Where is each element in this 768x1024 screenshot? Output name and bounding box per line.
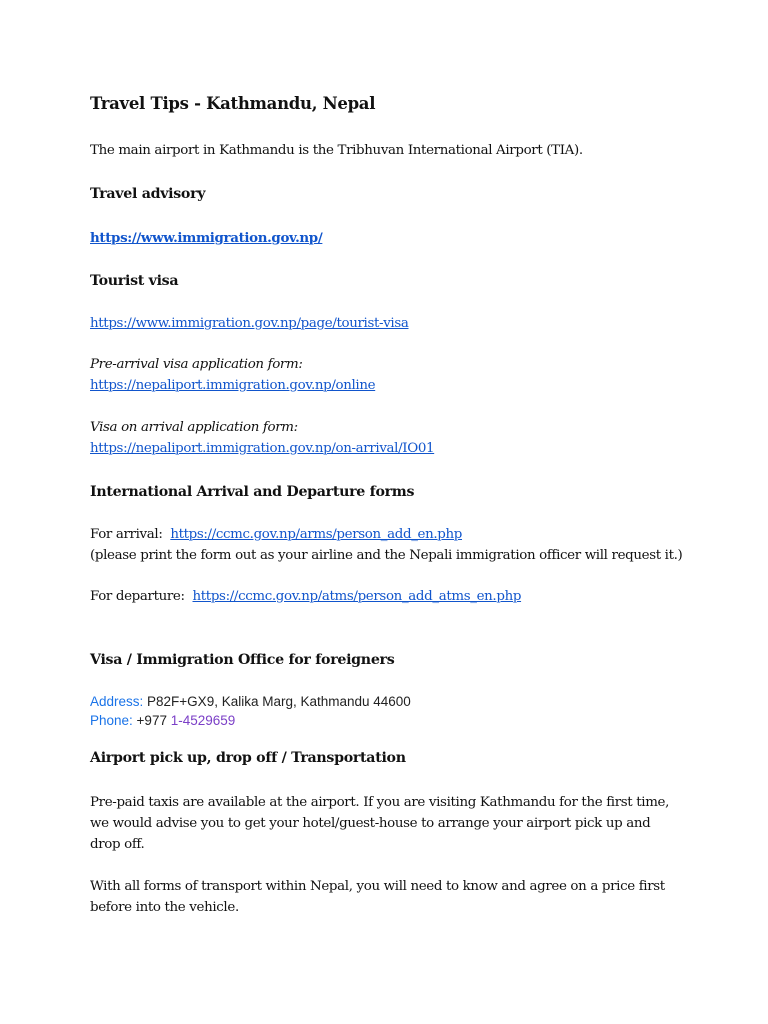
transport-para1-line: we would advise you to get your hotel/guest-house to arrange your airport pick up and bbox=[90, 816, 651, 831]
phone-label: Phone: bbox=[90, 713, 133, 728]
on-arrival-line bbox=[90, 440, 434, 458]
arrival-form-label: For arrival: bbox=[90, 527, 171, 542]
address-label: Address: bbox=[90, 694, 144, 709]
tourist-visa-line bbox=[90, 315, 409, 333]
tourist-visa-link[interactable]: https://www.immigration.gov.np/page/tourist-visa bbox=[90, 316, 409, 331]
transport-para1-line: drop off. bbox=[90, 837, 145, 852]
pre-arrival-label: Pre-arrival visa application form: bbox=[90, 357, 303, 372]
arrival-form-note: (please print the form out as your airline and the Nepali immigration officer will request it.) bbox=[90, 548, 683, 563]
intro-paragraph: The main airport in Kathmandu is the Tribhuvan International Airport (TIA). bbox=[90, 143, 583, 158]
departure-form-label: For departure: bbox=[90, 589, 193, 604]
transport-para1-line: Pre-paid taxis are available at the airport. If you are visiting Kathmandu for the first time, bbox=[90, 795, 670, 810]
travel-advisory-heading: Travel advisory bbox=[90, 186, 206, 202]
tourist-visa-heading: Tourist visa bbox=[90, 273, 179, 289]
transport-para2-line: With all forms of transport within Nepal, you will need to know and agree on a price first bbox=[90, 879, 665, 894]
office-address bbox=[90, 693, 411, 711]
office-heading: Visa / Immigration Office for foreigners bbox=[90, 652, 395, 668]
forms-heading: International Arrival and Departure forms bbox=[90, 484, 415, 500]
on-arrival-label: Visa on arrival application form: bbox=[90, 420, 298, 435]
page-title: Travel Tips - Kathmandu, Nepal bbox=[90, 94, 376, 113]
office-phone bbox=[90, 712, 235, 730]
transport-para2-line: before into the vehicle. bbox=[90, 900, 239, 915]
address-value: P82F+GX9, Kalika Marg, Kathmandu 44600 bbox=[143, 694, 411, 709]
arrival-form-link[interactable]: https://ccmc.gov.np/arms/person_add_en.php bbox=[170, 527, 463, 542]
transport-heading: Airport pick up, drop off / Transportation bbox=[90, 750, 406, 766]
phone-prefix: +977 bbox=[132, 713, 171, 728]
departure-form-link[interactable]: https://ccmc.gov.np/atms/person_add_atms_en.php bbox=[192, 589, 522, 604]
travel-advisory-link[interactable]: https://www.immigration.gov.np/ bbox=[90, 230, 323, 246]
arrival-form-line bbox=[90, 526, 462, 544]
pre-arrival-link[interactable]: https://nepaliport.immigration.gov.np/online bbox=[90, 378, 376, 393]
on-arrival-link[interactable]: https://nepaliport.immigration.gov.np/on-arrival/IO01 bbox=[90, 441, 435, 456]
pre-arrival-line bbox=[90, 377, 375, 395]
travel-advisory-line bbox=[90, 229, 322, 248]
departure-form-line bbox=[90, 588, 521, 606]
phone-number[interactable]: 1-4529659 bbox=[170, 713, 236, 728]
